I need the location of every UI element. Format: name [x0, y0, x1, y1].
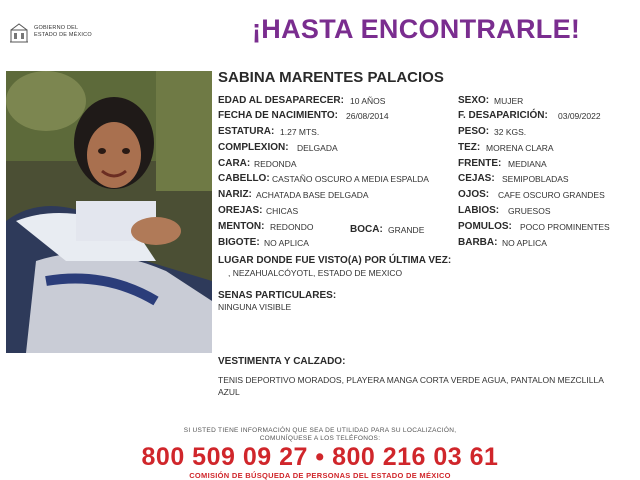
weight-value: 32 KGS. — [494, 127, 527, 137]
headline: ¡HASTA ENCONTRARLE! — [252, 14, 581, 44]
chin-label: MENTON: — [218, 221, 265, 232]
age-value: 10 AÑOS — [350, 96, 386, 106]
skin-value: MORENA CLARA — [486, 143, 554, 153]
nose-label: NARIZ: — [218, 189, 252, 200]
build-label: COMPLEXION: — [218, 142, 289, 153]
marks-label: SENAS PARTICULARES: — [218, 290, 337, 301]
missing-person-photo — [6, 71, 212, 353]
ears-label: OREJAS: — [218, 205, 263, 216]
government-logo — [8, 22, 128, 46]
mustache-label: BIGOTE: — [218, 237, 260, 248]
government-name — [34, 25, 92, 38]
sex-label: SEXO: — [458, 95, 490, 106]
last-seen-value: , NEZAHUALCÓYOTL, ESTADO DE MEXICO — [228, 268, 403, 278]
gov-line-2: ESTADO DE MÉXICO — [34, 31, 92, 38]
skin-label: TEZ: — [458, 142, 481, 153]
eyebrows-value: SEMIPOBLADAS — [502, 174, 569, 184]
build-value: DELGADA — [297, 143, 338, 153]
disappearance-date-label: F. DESAPARICIÓN: — [458, 110, 548, 121]
face-label: CARA: — [218, 158, 251, 169]
cheekbones-value: POCO PROMINENTES — [520, 222, 610, 232]
weight-label: PESO: — [458, 126, 490, 137]
nose-value: ACHATADA BASE DELGADA — [256, 190, 369, 200]
photo-illustration — [6, 71, 212, 353]
eyebrows-label: CEJAS: — [458, 173, 495, 184]
face-value: REDONDA — [254, 159, 297, 169]
contact-info-line-1: SI USTED TIENE INFORMACIÓN QUE SEA DE UTILIDAD PARA SU LOCALIZACIÓN, — [183, 427, 457, 434]
hair-label: CABELLO: — [218, 173, 270, 184]
phone-separator: • — [315, 443, 325, 471]
forehead-value: MEDIANA — [508, 159, 547, 169]
cheekbones-label: POMULOS: — [458, 221, 512, 232]
forehead-label: FRENTE: — [458, 158, 502, 169]
person-name: SABINA MARENTES PALACIOS — [218, 69, 444, 86]
eyes-label: OJOS: — [458, 189, 490, 200]
phone-2[interactable]: 800 216 03 61 — [332, 443, 499, 471]
hair-value: CASTAÑO OSCURO A MEDIA ESPALDA — [272, 174, 429, 184]
mouth-value: GRANDE — [388, 225, 425, 235]
age-label: EDAD AL DESAPARECER: — [218, 95, 344, 106]
beard-value: NO APLICA — [502, 238, 547, 248]
contact-info — [140, 427, 500, 443]
birthdate-label: FECHA DE NACIMIENTO: — [218, 110, 338, 121]
contact-info-line-2: COMUNÍQUESE A LOS TELÉFONOS: — [259, 435, 381, 442]
marks-value: NINGUNA VISIBLE — [218, 302, 292, 312]
last-seen-label: LUGAR DONDE FUE VISTO(A) POR ÚLTIMA VEZ: — [218, 255, 452, 266]
height-label: ESTATURA: — [218, 126, 275, 137]
beard-label: BARBA: — [458, 237, 498, 248]
clothing-label: VESTIMENTA Y CALZADO: — [218, 356, 346, 367]
phone-1[interactable]: 800 509 09 27 — [141, 443, 308, 471]
ears-value: CHICAS — [266, 206, 299, 216]
lips-label: LABIOS: — [458, 205, 500, 216]
footer-commission: COMISIÓN DE BÚSQUEDA DE PERSONAS DEL ESTADO DE MÉXICO — [189, 471, 451, 480]
mustache-value: NO APLICA — [264, 238, 309, 248]
lips-value: GRUESOS — [508, 206, 551, 216]
birthdate-value: 26/08/2014 — [346, 111, 389, 121]
eyes-value: CAFE OSCURO GRANDES — [498, 190, 605, 200]
chin-value: REDONDO — [270, 222, 314, 232]
clothing-value: TENIS DEPORTIVO MORADOS, PLAYERA MANGA CORTA VERDE AGUA, PANTALON MEZCLILLA AZUL — [218, 375, 604, 397]
state-emblem-icon — [8, 22, 30, 44]
mouth-label: BOCA: — [350, 224, 383, 235]
height-value: 1.27 MTS. — [280, 127, 320, 137]
disappearance-date-value: 03/09/2022 — [558, 111, 601, 121]
gov-line-1: GOBIERNO DEL — [34, 25, 79, 31]
sex-value: MUJER — [494, 96, 524, 106]
phone-numbers — [0, 443, 640, 472]
